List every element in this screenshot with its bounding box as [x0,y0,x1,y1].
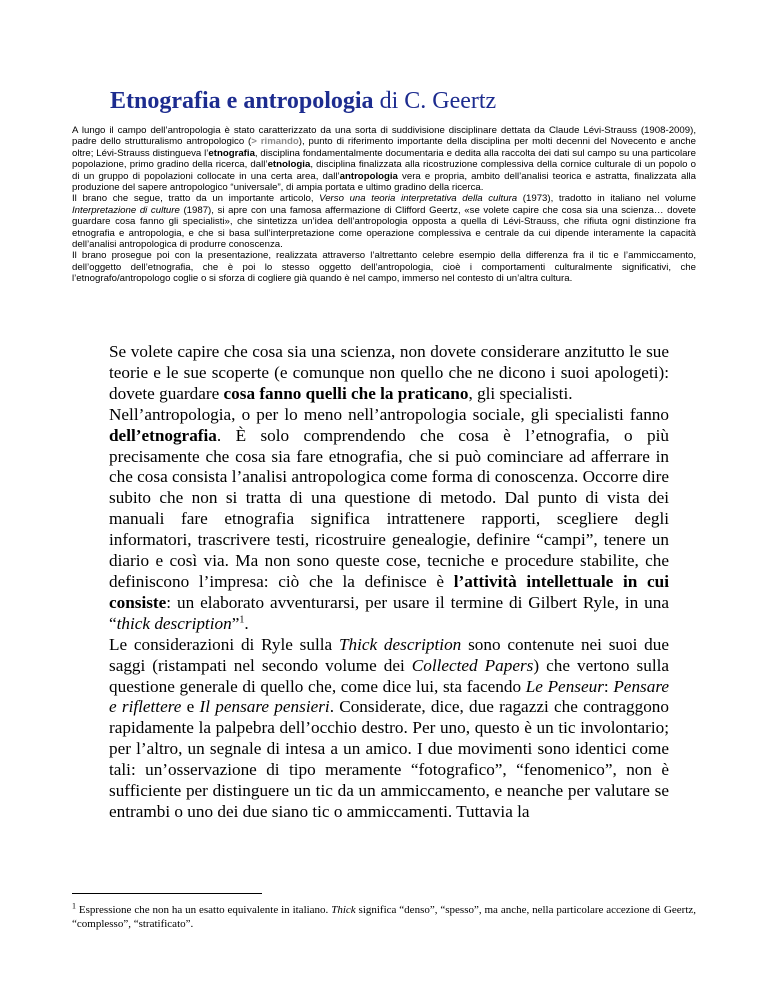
article-title: Verso una teoria interpretativa della cultura [319,193,518,205]
term-etnografia: etnografia [208,147,255,159]
text-run: , disciplina fondamentalmente documentaria e dedita alla raccolta dei dati sul campo su una particolare popolazione, primo gradino della ricerca, dall’ [72,147,696,171]
footnote [72,903,696,931]
main-text [109,342,669,823]
text-run: ) che vertono sulla questione generale di quello che, come dice lui, sta facendo [109,655,669,696]
emphasis-italic: thick description [116,613,232,633]
footnote-reference[interactable]: 1 [239,614,245,626]
page-title [110,86,710,116]
emphasis-italic: Thick [331,904,356,916]
text-run: ), punto di riferimento importante della disciplina per molti decenni del Novecento e anche oltre; Lévi-Strauss distingueva l’ [72,136,696,159]
text-run: Nell’antropologia, o per lo meno nell’antropologia sociale, gli specialisti fanno [109,404,669,424]
text-run: significa “denso”, “spesso”, ma anche, nella particolare accezione di Geertz, “complesso”, “stratificato”. [72,904,697,930]
term-etnologia: etnologia [267,159,311,171]
emphasis-italic: Pensare e riflettere [109,676,669,717]
text-run: Le considerazioni di Ryle sulla [109,634,339,654]
emphasis-bold: dell’etnografia [109,425,217,445]
intro-paragraph-1 [72,125,696,193]
text-run: Se volete capire che cosa sia una scienza, non dovete considerare anzitutto le sue teorie e le sue scoperte (e comunque non quello che ne dicono i suoi apologeti): dovete guardare [109,342,669,403]
text-run: . È solo comprendendo che cosa è l’etnografia, o più precisamente che cosa sia fare etnografia, che si può cominciare ad afferrare in che cosa consista l’analisi antropologica come forma di conoscenza. Occorre dire subito che non si tratta di una questione di metodo. Dal punto di vista dei manuali fare etnografia significa intrattenere rapporti, scegliere degli informatori, trascrivere testi, ricostruire genealogie, definire “campi”, tenere un diario e così via. Ma non sono queste cose, tecniche e procedure stabilite, che definiscono l’impresa: ciò che la definisce è [109,425,669,591]
text-run: Il brano che segue, tratto da un importante articolo, [72,193,320,205]
emphasis-bold: cosa fanno quelli che la praticano [223,383,469,403]
text-run: , disciplina finalizzata alla ricostruzione complessiva della cornice culturale di un popolo o di un gruppo di popolazioni collocate in una certa area, dall’ [72,159,696,182]
intro-paragraph-2 [72,193,696,250]
text-run: (1973), tradotto in italiano nel volume [517,193,696,205]
book-title: Interpretazione di culture [72,204,180,216]
intro-paragraph-3: Il brano prosegue poi con la presentazione, realizzata attraverso l’altrettanto celebre esempio della differenza fra il tic e l’ammiccamento, dell’oggetto dell’etnografia, che è poi lo stesso oggetto dell’antropologia, cioè i comportamenti culturalmente significativi, che l’etnografo/antropologo coglie o si sforza di cogliere già quando è nel campo, immerso nel contesto di un’altra cultura. [72,250,696,285]
text-run: : [603,676,614,696]
footnote-text [72,903,696,931]
emphasis-italic: Il pensare pensieri [199,697,330,717]
text-run: : un elaborato avventurarsi, per usare il termine di Gilbert Ryle, in una “ [109,592,669,633]
text-run: sono contenute nei suoi due saggi (ristampati nel secondo volume dei [109,634,669,675]
text-run: , gli specialisti. [468,383,573,403]
text-run: e [181,697,200,717]
body-paragraph-2 [109,405,669,635]
rimando-link[interactable]: > rimando [251,136,299,148]
body-paragraph-3 [109,635,669,823]
emphasis-italic: Le Penseur [525,676,604,696]
title-main: Etnografia e antropologia [110,88,374,114]
text-run: A lungo il campo dell’antropologia è stato caratterizzato da una sorta di suddivisione disciplinare dettata da Claude Lévi-Strauss (1908-2009), padre dello strutturalismo antropologico ( [72,125,696,148]
text-run: vera e propria, ambito dell’analisi teorica e astratta, finalizzata alla produzione del sapere antropologico “universale”, di ampia portata e ultimo gradino della ricerca. [72,170,696,194]
text-run: (1987), si apre con una famosa affermazione di Clifford Geertz, «se volete capire che cosa sia una scienza… dovete guardare cosa fanno gli specialisti», che sintetizza un’idea dell’antropologia opposta a quella di Lévi-Strauss, che rifiuta ogni distinzione fra etnografia e antropologia, e che si basa sull’interpretazione come operazione complessiva e centrale da cui dipende interamente la capacità dell’analisi antropologica di produrre conoscenza. [72,204,697,251]
footnote-separator [72,893,262,894]
term-antropologia: antropologia [339,170,398,182]
footnote-marker: 1 [72,901,76,911]
emphasis-bold: l’attività intellettuale in cui consiste [109,571,669,612]
emphasis-italic: Collected Papers [411,655,534,675]
text-run: . Considerate, dice, due ragazzi che contraggono rapidamente la palpebra dell’occhio destro. Per uno, questo è un tic involontario; per l’altro, un segnale di intesa a un amico. I due movimenti sono identici come tali: un’osservazione di tipo meramente “fotografico”, “fenomenico”, non è sufficiente per distinguere un tic da un ammiccamento, e neanche per valutare se entrambi o uno dei due siano tic o ammiccamenti. Tuttavia la [109,697,669,821]
intro-section [72,125,696,285]
body-paragraph-1 [109,342,669,405]
emphasis-italic: Thick description [338,634,462,654]
text-run: . [244,613,249,633]
text-run: ” [231,613,240,633]
title-author: di C. Geertz [373,88,497,114]
text-run: Espressione che non ha un esatto equivalente in italiano. [76,904,332,916]
